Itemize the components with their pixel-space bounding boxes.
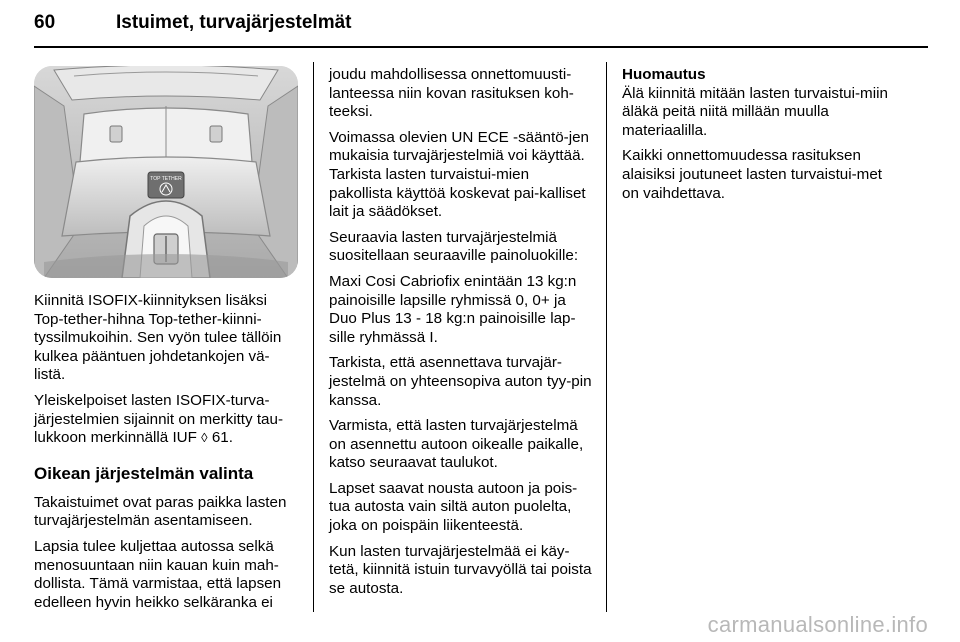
paragraph: Lapsia tulee kuljettaa autossa selkä menosuuntaan niin kauan kuin mah-dollista. Tämä varmistaa, että lapsen edelleen hyvin heikko selkäranka ei bbox=[34, 537, 282, 611]
column-divider-2 bbox=[606, 62, 607, 612]
column-2 bbox=[329, 66, 595, 605]
paragraph: Tarkista, että asennettava turvajär-jestelmä on yhteensopiva auton tyy-pin kanssa. bbox=[329, 354, 592, 409]
paragraph: Kun lasten turvajärjestelmää ei käy-tetä, kiinnitä istuin turvavyöllä tai poista se autosta. bbox=[329, 542, 592, 597]
paragraph: Maxi Cosi Cabriofix enintään 13 kg:n painoisille lapsille ryhmissä 0, 0+ ja Duo Plus 13 - 18 kg:n painoisille lap-sille ryhmässä I. bbox=[329, 272, 577, 346]
page-number: 60 bbox=[34, 12, 56, 33]
paragraph: Lapset saavat nousta autoon ja pois-tua autosta vain siltä auton puolelta, joka on poispäin liikenteestä. bbox=[329, 479, 578, 535]
paragraph: Varmista, että lasten turvajärjestelmä on asennettu autoon oikealle paikalle, katso seuraavat taulukot. bbox=[329, 417, 584, 472]
paragraph: Seuraavia lasten turvajärjestelmiä suositellaan seuraaville painoluokille: bbox=[329, 228, 579, 265]
paragraph: joudu mahdollisessa onnettomuusti-lanteessa niin kovan rasituksen koh-teeksi. bbox=[329, 66, 574, 121]
section-heading: Oikean järjestelmän valinta bbox=[34, 463, 254, 483]
page-title: Istuimet, turvajärjestelmät bbox=[116, 12, 352, 33]
column-1 bbox=[34, 292, 298, 619]
watermark: carmanualsonline.info bbox=[707, 612, 928, 637]
paragraph: Voimassa olevien UN ECE -sääntö-jen mukaisia turvajärjestelmiä voi käyttää. Tarkista lasten turvaistui-mien pakollista käyttöä koskevat pai-kalliset lait ja säädökset. bbox=[329, 128, 589, 221]
paragraph-with-reference bbox=[34, 392, 298, 448]
tether-label-text: TOP TETHER bbox=[150, 176, 182, 182]
column-3 bbox=[622, 66, 892, 210]
paragraph: Kaikki onnettomuudessa rasituksen alaisiksi joutuneet lasten turvaistui-met on vaihdettava. bbox=[622, 147, 882, 202]
paragraph: Takaistuimet ovat paras paikka lasten turvajärjestelmän asentamiseen. bbox=[34, 493, 287, 530]
page-header bbox=[34, 12, 928, 42]
paragraph: Kiinnitä ISOFIX-kiinnityksen lisäksi Top-tether-hihna Top-tether-kiinni-tyssilmukoihin. Sen vyön tulee tällöin kulkea pääntuen johdetankojen vä-listä. bbox=[34, 292, 282, 384]
header-rule bbox=[34, 46, 928, 48]
reference-arrow-icon: ◊ bbox=[201, 430, 208, 446]
column-divider-1 bbox=[313, 62, 314, 612]
page-reference-link[interactable]: 61. bbox=[211, 429, 233, 447]
note-title: Huomautus bbox=[622, 66, 706, 83]
cargo-area-illustration bbox=[34, 66, 298, 278]
note-paragraph: Älä kiinnitä mitään lasten turvaistui-miin äläkä peitä niitä millään muulla materiaalilla. bbox=[622, 84, 888, 139]
paragraph-text: Yleiskelpoiset lasten ISOFIX-turva-järjestelmien sijainnit on merkitty tau-lukkoon merkinnällä IUF bbox=[34, 391, 283, 447]
